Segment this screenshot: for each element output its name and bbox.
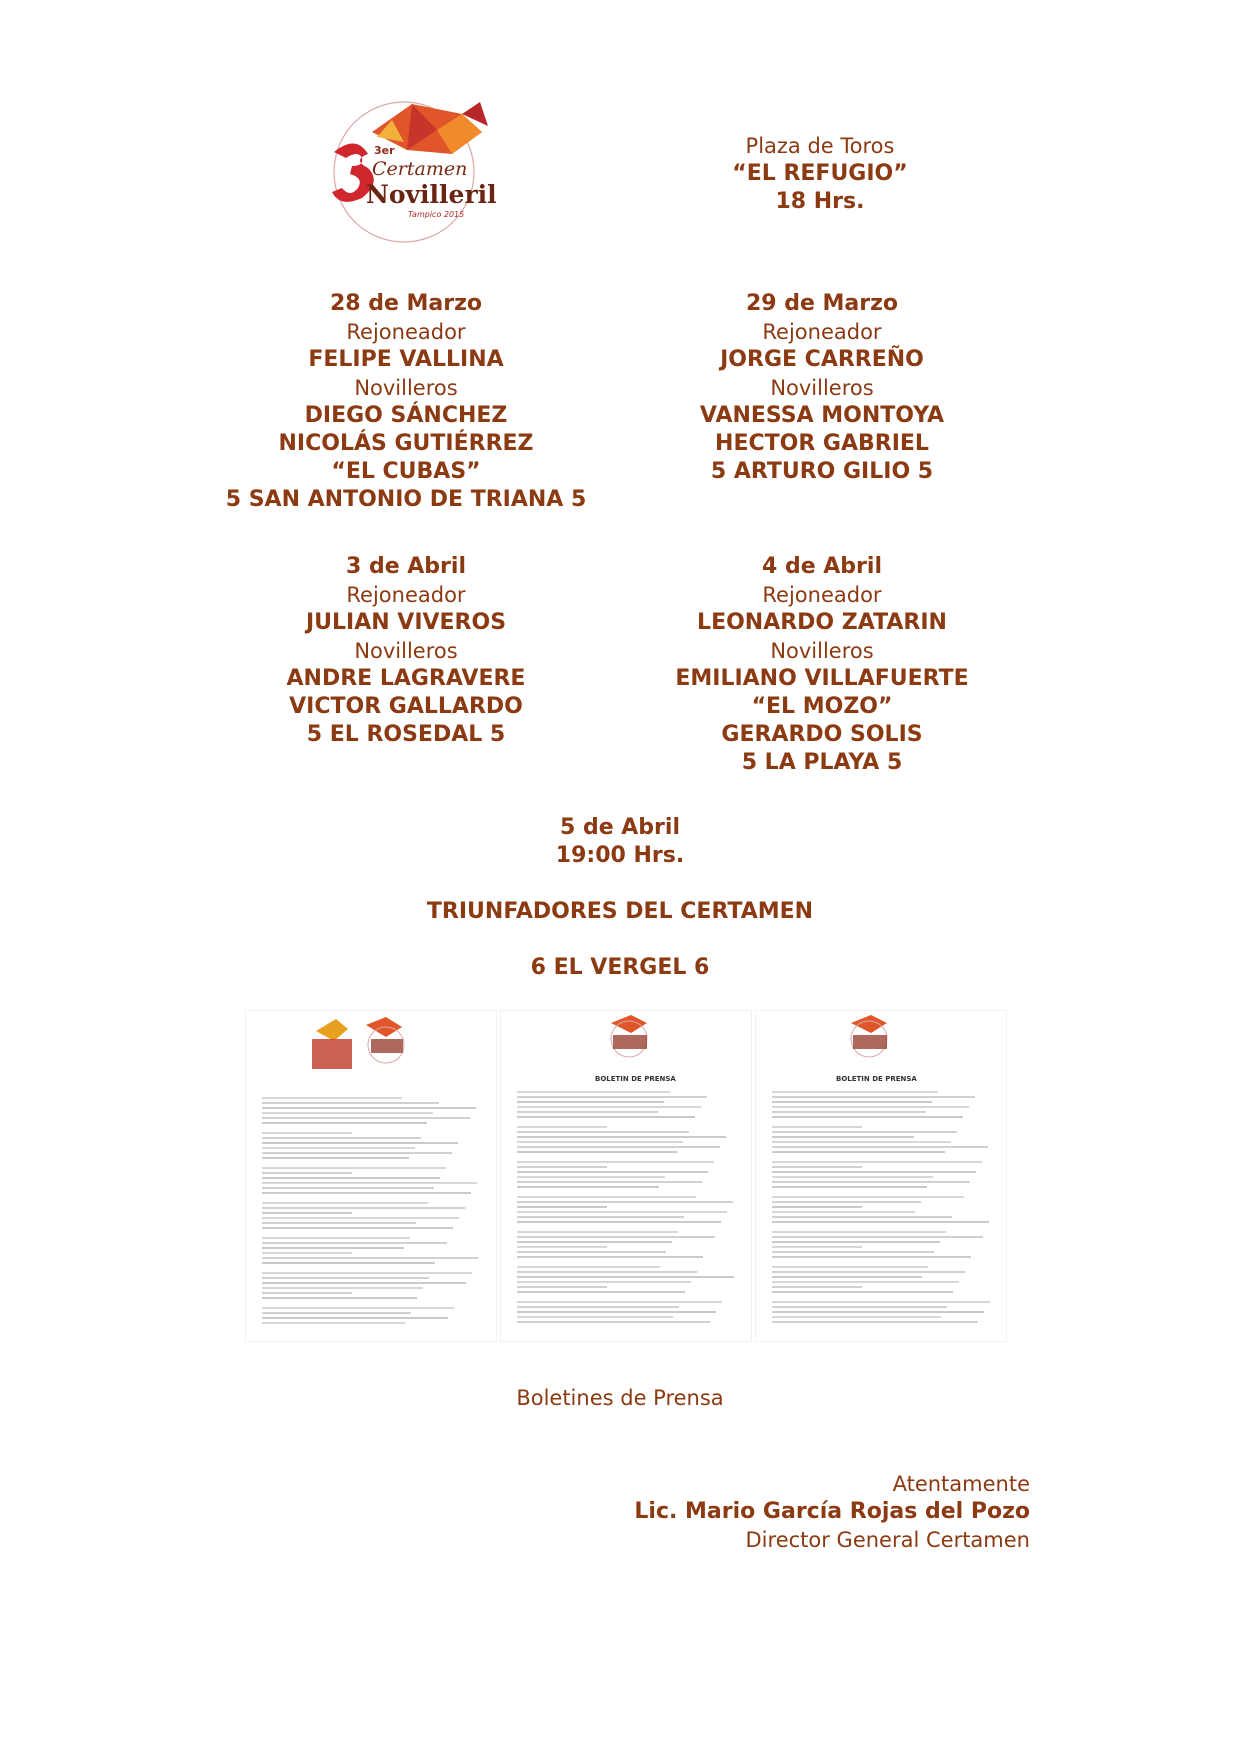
rejoneador-label: Rejoneador <box>346 583 466 607</box>
certamen-logo <box>312 92 512 252</box>
venue-name: “EL REFUGIO” <box>732 161 908 186</box>
text-line <box>262 1102 439 1104</box>
text-line <box>517 1321 710 1323</box>
text-line <box>262 1132 352 1134</box>
text-line <box>772 1266 928 1268</box>
venue-label: Plaza de Toros <box>745 134 895 158</box>
text-line <box>262 1212 352 1214</box>
text-line <box>262 1142 458 1144</box>
novilleros-label: Novilleros <box>354 639 458 663</box>
text-line <box>262 1292 352 1294</box>
text-line <box>772 1141 951 1143</box>
rejoneador-label: Rejoneador <box>762 583 882 607</box>
text-line <box>772 1151 945 1153</box>
novillero-name: GERARDO SOLIS <box>721 722 923 747</box>
final-time: 19:00 Hrs. <box>555 843 685 868</box>
novillero-name: EMILIANO VILLAFUERTE “EL MOZO” <box>675 666 969 719</box>
ganaderia-name: 5 SAN ANTONIO DE TRIANA 5 <box>225 487 587 512</box>
ganaderia-name: 5 EL ROSEDAL 5 <box>306 722 506 747</box>
event-march-28 <box>196 290 616 514</box>
text-line <box>517 1231 678 1233</box>
novilleros-label: Novilleros <box>354 376 458 400</box>
text-line <box>517 1211 727 1213</box>
text-line <box>262 1237 410 1239</box>
text-line <box>262 1322 405 1324</box>
text-line <box>262 1097 402 1099</box>
final-date: 5 de Abril <box>559 815 680 840</box>
signature-role: Director General Certamen <box>745 1528 1030 1552</box>
text-line <box>262 1247 404 1249</box>
text-line <box>772 1131 957 1133</box>
text-line <box>517 1151 677 1153</box>
text-line <box>772 1111 926 1113</box>
text-line <box>772 1181 970 1183</box>
press-release-thumbnail <box>245 1010 497 1342</box>
event-date: 3 de Abril <box>345 554 466 579</box>
text-line <box>517 1201 733 1203</box>
text-line <box>772 1146 988 1148</box>
text-line <box>772 1246 862 1248</box>
ganaderia-name: 5 ARTURO GILIO 5 <box>710 459 934 484</box>
text-line <box>517 1301 722 1303</box>
text-line <box>262 1117 470 1119</box>
press-release-thumbnails <box>245 1010 1005 1340</box>
text-line <box>262 1297 417 1299</box>
text-line <box>772 1201 921 1203</box>
text-line <box>262 1312 411 1314</box>
text-line <box>517 1166 607 1168</box>
text-line <box>517 1306 679 1308</box>
text-line <box>517 1131 689 1133</box>
text-line <box>262 1137 421 1139</box>
text-line <box>772 1281 959 1283</box>
text-line <box>262 1262 435 1264</box>
text-line <box>772 1196 964 1198</box>
text-line <box>772 1101 932 1103</box>
text-line <box>517 1216 684 1218</box>
text-line <box>517 1236 715 1238</box>
press-logo-icon <box>501 1011 751 1071</box>
text-line <box>772 1211 915 1213</box>
text-line <box>772 1176 933 1178</box>
event-april-3 <box>196 553 616 749</box>
text-line <box>517 1241 672 1243</box>
text-line <box>517 1161 714 1163</box>
text-line <box>772 1206 862 1208</box>
rejoneador-name: JULIAN VIVEROS <box>305 610 507 635</box>
novillero-name: HECTOR GABRIEL <box>715 431 929 456</box>
text-line <box>772 1221 989 1223</box>
text-line <box>772 1166 862 1168</box>
text-line <box>262 1287 423 1289</box>
text-line <box>517 1091 670 1093</box>
text-line <box>262 1222 416 1224</box>
text-line <box>772 1106 969 1108</box>
text-line <box>772 1291 953 1293</box>
novillero-name: NICOLÁS GUTIÉRREZ “EL CUBAS” <box>278 431 534 484</box>
text-line <box>517 1316 673 1318</box>
text-line <box>772 1241 940 1243</box>
text-line <box>517 1281 691 1283</box>
event-date: 4 de Abril <box>761 554 882 579</box>
press-release-thumbnail <box>755 1010 1007 1342</box>
novillero-name: VICTOR GALLARDO <box>289 694 523 719</box>
text-line <box>262 1257 478 1259</box>
text-line <box>772 1321 978 1323</box>
text-line <box>517 1276 734 1278</box>
text-line <box>262 1217 459 1219</box>
text-line <box>517 1106 701 1108</box>
text-line <box>517 1116 695 1118</box>
text-line <box>262 1202 428 1204</box>
text-line <box>517 1251 666 1253</box>
text-line <box>772 1161 982 1163</box>
text-line <box>262 1272 472 1274</box>
final-event <box>370 814 870 982</box>
novillero-name: VANESSA MONTOYA <box>699 403 945 428</box>
text-line <box>772 1286 862 1288</box>
text-line <box>772 1306 947 1308</box>
text-line <box>517 1291 685 1293</box>
text-line <box>517 1286 607 1288</box>
text-line <box>772 1231 946 1233</box>
text-line <box>772 1126 862 1128</box>
text-line <box>262 1112 433 1114</box>
text-line <box>517 1206 607 1208</box>
text-line <box>517 1096 707 1098</box>
novillero-name: DIEGO SÁNCHEZ <box>304 403 508 428</box>
rejoneador-name: FELIPE VALLINA <box>308 347 504 372</box>
event-march-29 <box>612 290 1032 486</box>
press-logo-icon <box>246 1011 496 1091</box>
text-line <box>772 1311 984 1313</box>
text-line <box>517 1101 664 1103</box>
text-line <box>772 1216 952 1218</box>
final-title: TRIUNFADORES DEL CERTAMEN <box>426 899 814 924</box>
text-line <box>517 1196 696 1198</box>
text-line <box>517 1266 660 1268</box>
final-ganaderia: 6 EL VERGEL 6 <box>530 955 710 980</box>
signature-name: Lic. Mario García Rojas del Pozo <box>634 1499 1030 1524</box>
text-line <box>262 1147 415 1149</box>
text-line <box>772 1116 963 1118</box>
rejoneador-label: Rejoneador <box>762 320 882 344</box>
logo-text-2: Certamen <box>372 158 468 180</box>
text-line <box>517 1136 726 1138</box>
text-line <box>262 1152 452 1154</box>
signature-closing: Atentamente <box>892 1472 1030 1496</box>
text-line <box>262 1167 446 1169</box>
text-line <box>262 1317 448 1319</box>
text-line <box>772 1271 965 1273</box>
text-line <box>262 1227 453 1229</box>
text-line <box>517 1271 697 1273</box>
text-line <box>262 1252 352 1254</box>
text-line <box>517 1256 703 1258</box>
press-release-thumbnail <box>500 1010 752 1342</box>
novilleros-label: Novilleros <box>770 376 874 400</box>
text-line <box>262 1277 429 1279</box>
press-logo-icon <box>756 1011 1006 1071</box>
event-date: 29 de Marzo <box>745 291 899 316</box>
venue-time: 18 Hrs. <box>775 189 865 214</box>
text-line <box>517 1176 665 1178</box>
text-line <box>262 1177 440 1179</box>
press-title: BOLETIN DE PRENSA <box>836 1075 917 1083</box>
text-line <box>517 1111 658 1113</box>
text-line <box>772 1091 938 1093</box>
venue-block <box>690 132 950 216</box>
rejoneador-name: JORGE CARREÑO <box>720 347 924 372</box>
text-line <box>262 1242 447 1244</box>
ganaderia-name: 5 LA PLAYA 5 <box>741 750 903 775</box>
text-line <box>262 1172 352 1174</box>
text-line <box>772 1301 990 1303</box>
text-line <box>772 1171 976 1173</box>
text-line <box>772 1236 983 1238</box>
signature-block <box>540 1470 1030 1554</box>
text-line <box>772 1186 927 1188</box>
text-line <box>772 1316 941 1318</box>
text-line <box>772 1136 914 1138</box>
text-line <box>262 1307 454 1309</box>
event-april-4 <box>612 553 1032 777</box>
text-line <box>772 1096 975 1098</box>
press-caption: Boletines de Prensa <box>516 1386 724 1410</box>
rejoneador-label: Rejoneador <box>346 320 466 344</box>
text-line <box>772 1251 934 1253</box>
logo-text-3: Novilleril <box>366 180 497 209</box>
text-line <box>772 1256 971 1258</box>
logo-text-1: 3er <box>374 144 395 157</box>
text-line <box>517 1186 659 1188</box>
text-line <box>262 1122 427 1124</box>
text-line <box>517 1181 702 1183</box>
text-line <box>517 1171 708 1173</box>
text-line <box>262 1182 477 1184</box>
event-date: 28 de Marzo <box>329 291 483 316</box>
text-line <box>772 1276 922 1278</box>
text-line <box>262 1107 476 1109</box>
text-line <box>262 1187 434 1189</box>
rejoneador-name: LEONARDO ZATARIN <box>697 610 947 635</box>
novillero-name: ANDRE LAGRAVERE <box>286 666 526 691</box>
text-line <box>262 1157 409 1159</box>
press-title: BOLETIN DE PRENSA <box>595 1075 676 1083</box>
novilleros-label: Novilleros <box>770 639 874 663</box>
text-line <box>517 1126 607 1128</box>
text-line <box>262 1192 471 1194</box>
text-line <box>517 1311 716 1313</box>
logo-text-4: Tampico 2015 <box>408 210 465 219</box>
text-line <box>517 1146 720 1148</box>
text-line <box>262 1207 465 1209</box>
text-line <box>517 1221 721 1223</box>
text-line <box>517 1141 683 1143</box>
text-line <box>262 1282 466 1284</box>
text-line <box>517 1246 607 1248</box>
